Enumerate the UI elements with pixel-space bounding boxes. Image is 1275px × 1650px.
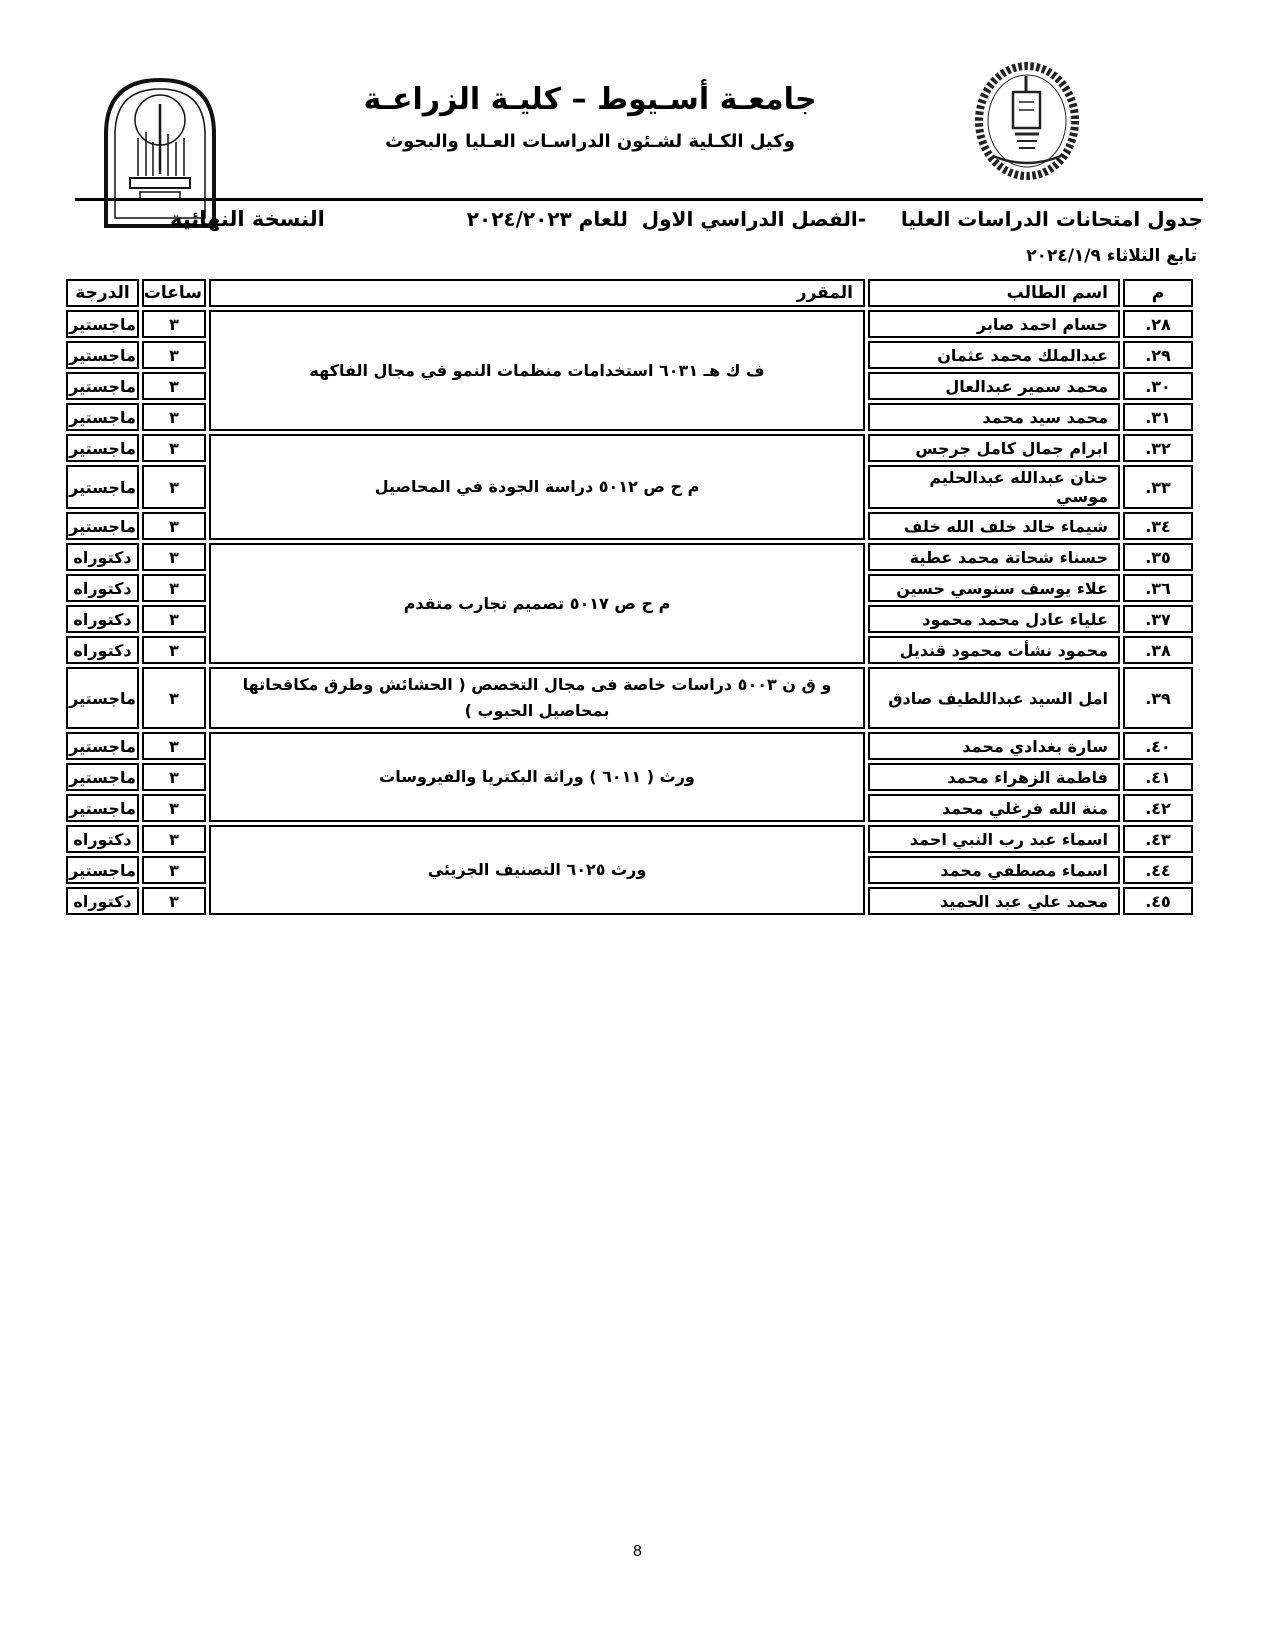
course-title: ف ك هـ ٦٠٣١ استخدامات منظمات النمو في مجال الفاكهه [309,360,765,380]
university-seal-icon [975,62,1080,182]
row-number-cell: ٣٥. [1123,543,1193,571]
degree-cell: ماجستير [66,465,139,509]
row-number-cell: ٣٨. [1123,636,1193,664]
table-row [66,825,1193,853]
row-number-cell: ٣١. [1123,403,1193,431]
row-number-cell: ٢٩. [1123,341,1193,369]
hours-cell: ٣ [142,310,206,338]
page-number: 8 [633,1543,642,1560]
degree-cell: ماجستير [66,403,139,431]
student-name-cell: عبدالملك محمد عثمان [868,341,1120,369]
student-name-cell: منة الله فرغلي محمد [868,794,1120,822]
table-row [66,543,1193,571]
degree-cell: ماجستير [66,763,139,791]
degree-cell: ماجستير [66,434,139,462]
hours-cell: ٣ [142,636,206,664]
schedule-title: جدول امتحانات الدراسات العليا -الفصل الدراسي الاول للعام ٢٠٢٤/٢٠٢٣ [466,207,1203,231]
row-number-cell: ٣٠. [1123,372,1193,400]
hours-cell: ٣ [142,667,206,729]
hours-cell: ٣ [142,605,206,633]
student-name-cell: محمد علي عبد الحميد [868,887,1120,915]
row-number-cell: ٤١. [1123,763,1193,791]
degree-cell: ماجستير [66,372,139,400]
hours-cell: ٣ [142,732,206,760]
hours-cell: ٣ [142,763,206,791]
row-number-cell: ٣٦. [1123,574,1193,602]
hours-cell: ٣ [142,465,206,509]
student-name-cell: علاء يوسف سنوسي حسين [868,574,1120,602]
row-number-cell: ٣٩. [1123,667,1193,729]
exam-date-line: تابع الثلاثاء ٢٠٢٤/١/٩ [1026,246,1197,266]
degree-cell: دكتوراه [66,636,139,664]
hours-cell: ٣ [142,574,206,602]
col-header-degree: الدرجة [66,279,139,307]
student-name-cell: اسماء عبد رب النبي احمد [868,825,1120,853]
exam-schedule-table [63,276,1196,918]
header-divider [75,198,1203,201]
student-name-cell: امل السيد عبداللطيف صادق [868,667,1120,729]
final-version-label: النسخة النهائية [170,207,325,231]
row-number-cell: ٣٤. [1123,512,1193,540]
letterhead [300,82,880,152]
col-header-number: م [1123,279,1193,307]
student-name-cell: ابرام جمال كامل جرجس [868,434,1120,462]
course-cell [209,310,865,431]
hours-cell: ٣ [142,887,206,915]
student-name-cell: اسماء مصطفي محمد [868,856,1120,884]
row-number-cell: ٣٣. [1123,465,1193,509]
degree-cell: دكتوراه [66,543,139,571]
degree-cell: دكتوراه [66,574,139,602]
hours-cell: ٣ [142,856,206,884]
degree-cell: ماجستير [66,341,139,369]
course-cell [209,825,865,915]
degree-cell: ماجستير [66,794,139,822]
table-header-row [66,279,1193,307]
course-title: م ح ص ٥٠١٧ تصميم تجارب متقدم [403,593,671,613]
table-row [66,732,1193,760]
row-number-cell: ٢٨. [1123,310,1193,338]
hours-cell: ٣ [142,825,206,853]
hours-cell: ٣ [142,434,206,462]
degree-cell: ماجستير [66,310,139,338]
row-number-cell: ٤٠. [1123,732,1193,760]
exam-table-body [66,310,1193,915]
course-title: م ح ص ٥٠١٢ دراسة الجودة في المحاصيل [374,477,700,497]
student-name-cell: محمد سيد محمد [868,403,1120,431]
schedule-title-row [75,207,1203,231]
course-cell [209,543,865,664]
row-number-cell: ٤٥. [1123,887,1193,915]
course-cell [209,732,865,822]
student-name-cell: محمود نشأت محمود قنديل [868,636,1120,664]
course-cell [209,434,865,540]
hours-cell: ٣ [142,543,206,571]
degree-cell: ماجستير [66,512,139,540]
row-number-cell: ٣٧. [1123,605,1193,633]
hours-cell: ٣ [142,341,206,369]
degree-cell: ماجستير [66,732,139,760]
table-row [66,434,1193,462]
university-title: جامعـة أسـيوط – كليـة الزراعـة [363,82,817,117]
row-number-cell: ٣٢. [1123,434,1193,462]
degree-cell: ماجستير [66,667,139,729]
department-subtitle: وكيل الكـلية لشـئون الدراسـات العـليا والبحوث [385,131,795,152]
student-name-cell: حنان عبدالله عبدالحليم موسي [868,465,1120,509]
col-header-hours: ساعات [142,279,206,307]
course-title: ورث ( ٦٠١١ ) وراثة البكتريا والفيروسات [379,767,695,787]
degree-cell: ماجستير [66,856,139,884]
hours-cell: ٣ [142,794,206,822]
col-header-student: اسم الطالب [868,279,1120,307]
row-number-cell: ٤٢. [1123,794,1193,822]
degree-cell: دكتوراه [66,825,139,853]
row-number-cell: ٤٣. [1123,825,1193,853]
col-header-course: المقرر [209,279,865,307]
student-name-cell: حسام احمد صابر [868,310,1120,338]
degree-cell: دكتوراه [66,887,139,915]
hours-cell: ٣ [142,372,206,400]
table-row [66,310,1193,338]
student-name-cell: حسناء شحاتة محمد عطية [868,543,1120,571]
student-name-cell: علياء عادل محمد محمود [868,605,1120,633]
student-name-cell: فاطمة الزهراء محمد [868,763,1120,791]
table-row [66,667,1193,729]
course-title: ورث ٦٠٢٥ التصنيف الجزيئي [427,860,647,880]
degree-cell: دكتوراه [66,605,139,633]
course-title: و ق ن ٥٠٠٣ دراسات خاصة فى مجال التخصص ( الحشائش وطرق مكافحاتها بمحاصيل الحبوب ) [242,675,832,720]
course-cell [209,667,865,729]
student-name-cell: شيماء خالد خلف الله خلف [868,512,1120,540]
student-name-cell: محمد سمير عبدالعال [868,372,1120,400]
student-name-cell: سارة بغدادي محمد [868,732,1120,760]
hours-cell: ٣ [142,403,206,431]
row-number-cell: ٤٤. [1123,856,1193,884]
hours-cell: ٣ [142,512,206,540]
